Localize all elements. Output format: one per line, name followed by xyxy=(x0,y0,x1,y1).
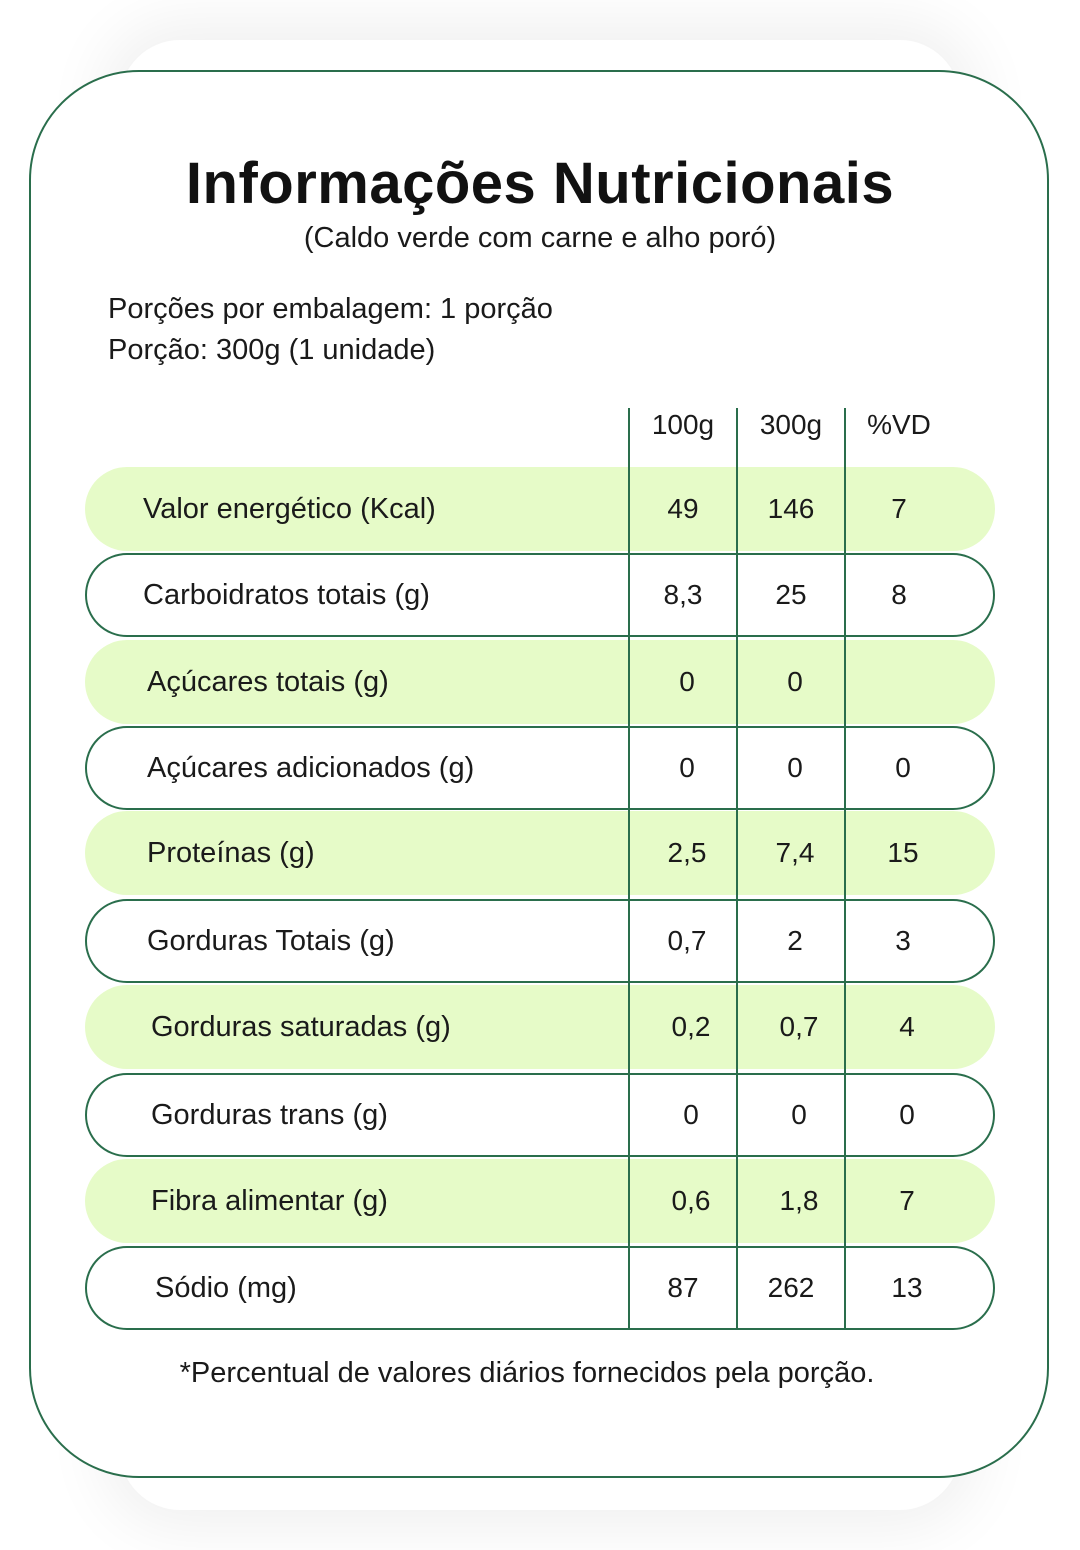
value-vd: 0 xyxy=(895,752,911,783)
row-label: Sódio (mg) xyxy=(155,1271,297,1304)
row-label: Proteínas (g) xyxy=(147,836,315,869)
header-vd: %VD xyxy=(867,409,931,440)
row-label: Açúcares adicionados (g) xyxy=(147,751,475,784)
table-row xyxy=(85,467,995,551)
value-vd: 15 xyxy=(887,837,919,868)
value-vd: 4 xyxy=(899,1011,915,1042)
table-row xyxy=(85,640,995,724)
serving-size: Porção: 300g (1 unidade) xyxy=(108,334,436,366)
product-subtitle: (Caldo verde com carne e alho poró) xyxy=(303,222,777,254)
header-300g: 300g xyxy=(759,409,823,440)
value-vd: 3 xyxy=(895,925,911,956)
value-100g: 0 xyxy=(679,666,695,697)
table-row xyxy=(85,985,995,1069)
column-divider xyxy=(736,408,738,1330)
value-300g: 1,8 xyxy=(779,1185,819,1216)
value-300g: 2 xyxy=(787,925,803,956)
table-row xyxy=(85,1159,995,1243)
value-vd: 8 xyxy=(891,579,907,610)
value-300g: 262 xyxy=(767,1272,815,1303)
value-100g: 87 xyxy=(667,1272,699,1303)
value-vd: 0 xyxy=(899,1099,915,1130)
table-row xyxy=(85,1246,995,1330)
value-300g: 7,4 xyxy=(775,837,815,868)
value-100g: 2,5 xyxy=(667,837,707,868)
value-100g: 8,3 xyxy=(663,579,703,610)
value-300g: 0 xyxy=(791,1099,807,1130)
row-label: Gorduras trans (g) xyxy=(151,1098,388,1131)
table-row xyxy=(85,726,995,810)
table-row xyxy=(85,553,995,637)
column-divider xyxy=(844,408,846,1330)
table-row xyxy=(85,811,995,895)
row-label: Gorduras saturadas (g) xyxy=(151,1010,451,1043)
value-100g: 0,7 xyxy=(667,925,707,956)
row-label: Valor energético (Kcal) xyxy=(143,492,436,525)
value-300g: 0 xyxy=(787,752,803,783)
value-100g: 49 xyxy=(667,493,699,524)
value-300g: 0 xyxy=(787,666,803,697)
row-label: Fibra alimentar (g) xyxy=(151,1184,388,1217)
page-title: Informações Nutricionais xyxy=(185,151,895,216)
value-vd: 13 xyxy=(891,1272,923,1303)
value-300g: 0,7 xyxy=(779,1011,819,1042)
value-300g: 146 xyxy=(767,493,815,524)
table-row xyxy=(85,1073,995,1157)
value-300g: 25 xyxy=(775,579,807,610)
value-vd xyxy=(849,640,957,724)
footnote: *Percentual de valores diários fornecidos pela porção. xyxy=(179,1357,875,1389)
row-label: Gorduras Totais (g) xyxy=(147,924,395,957)
value-100g: 0 xyxy=(679,752,695,783)
table-row xyxy=(85,899,995,983)
column-divider xyxy=(628,408,630,1330)
portions-per-package: Porções por embalagem: 1 porção xyxy=(108,293,553,325)
value-100g: 0,2 xyxy=(671,1011,711,1042)
value-100g: 0 xyxy=(683,1099,699,1130)
value-100g: 0,6 xyxy=(671,1185,711,1216)
row-label: Açúcares totais (g) xyxy=(147,665,389,698)
value-vd: 7 xyxy=(891,493,907,524)
row-label: Carboidratos totais (g) xyxy=(143,578,430,611)
value-vd: 7 xyxy=(899,1185,915,1216)
header-100g: 100g xyxy=(651,409,715,440)
